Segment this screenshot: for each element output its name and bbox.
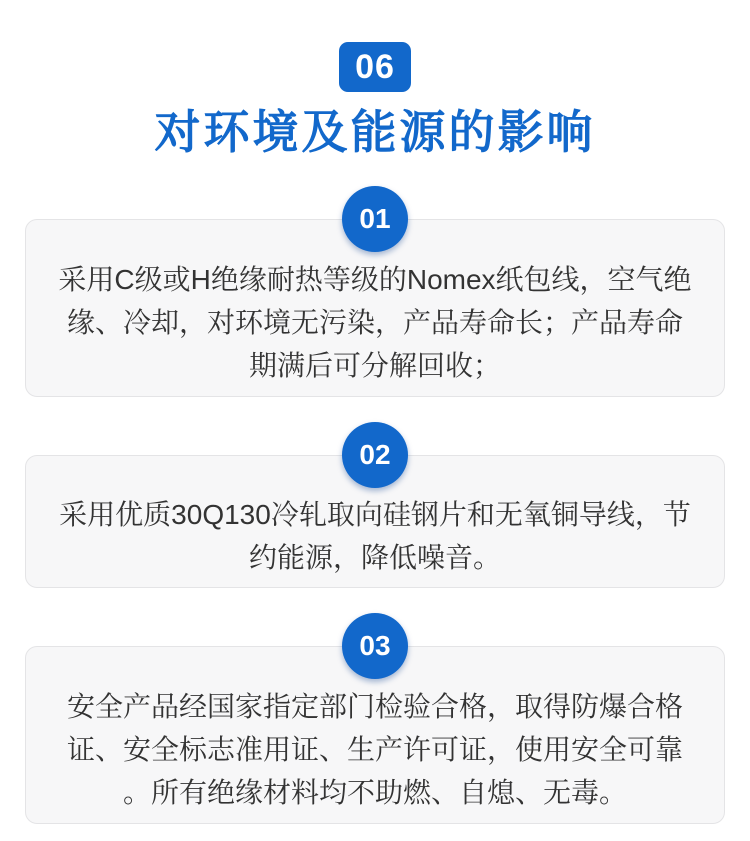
section-02-text-line: 约能源，降低噪音。 — [248, 542, 501, 573]
item-number-circle-01: 01 — [342, 186, 408, 252]
section-03 — [25, 630, 725, 824]
section-01-text-line: 缘、冷却，对环境无污染，产品寿命长；产品寿命 — [66, 307, 683, 338]
item-number-circle-02: 02 — [342, 422, 408, 488]
section-03-text-line: 证、安全标志准用证、生产许可证，使用安全可靠 — [66, 734, 683, 765]
section-01-text-line: 采用C级或H绝缘耐热等级的Nomex纸包线，空气绝 — [58, 264, 692, 295]
section-02 — [25, 439, 725, 588]
section-number-badge: 06 — [339, 42, 411, 92]
section-01-text-line: 期满后可分解回收； — [248, 350, 501, 381]
section-01 — [25, 203, 725, 397]
section-02-text-line: 采用优质30Q130冷轧取向硅钢片和无氧铜导线，节 — [59, 499, 691, 530]
item-number-circle-03: 03 — [342, 613, 408, 679]
page-title: 对环境及能源的影响 — [154, 107, 596, 158]
section-03-text-line: 安全产品经国家指定部门检验合格，取得防爆合格 — [66, 691, 683, 722]
section-03-text-line: 。所有绝缘材料均不助燃、自熄、无毒。 — [122, 777, 627, 808]
page-header — [0, 0, 750, 161]
